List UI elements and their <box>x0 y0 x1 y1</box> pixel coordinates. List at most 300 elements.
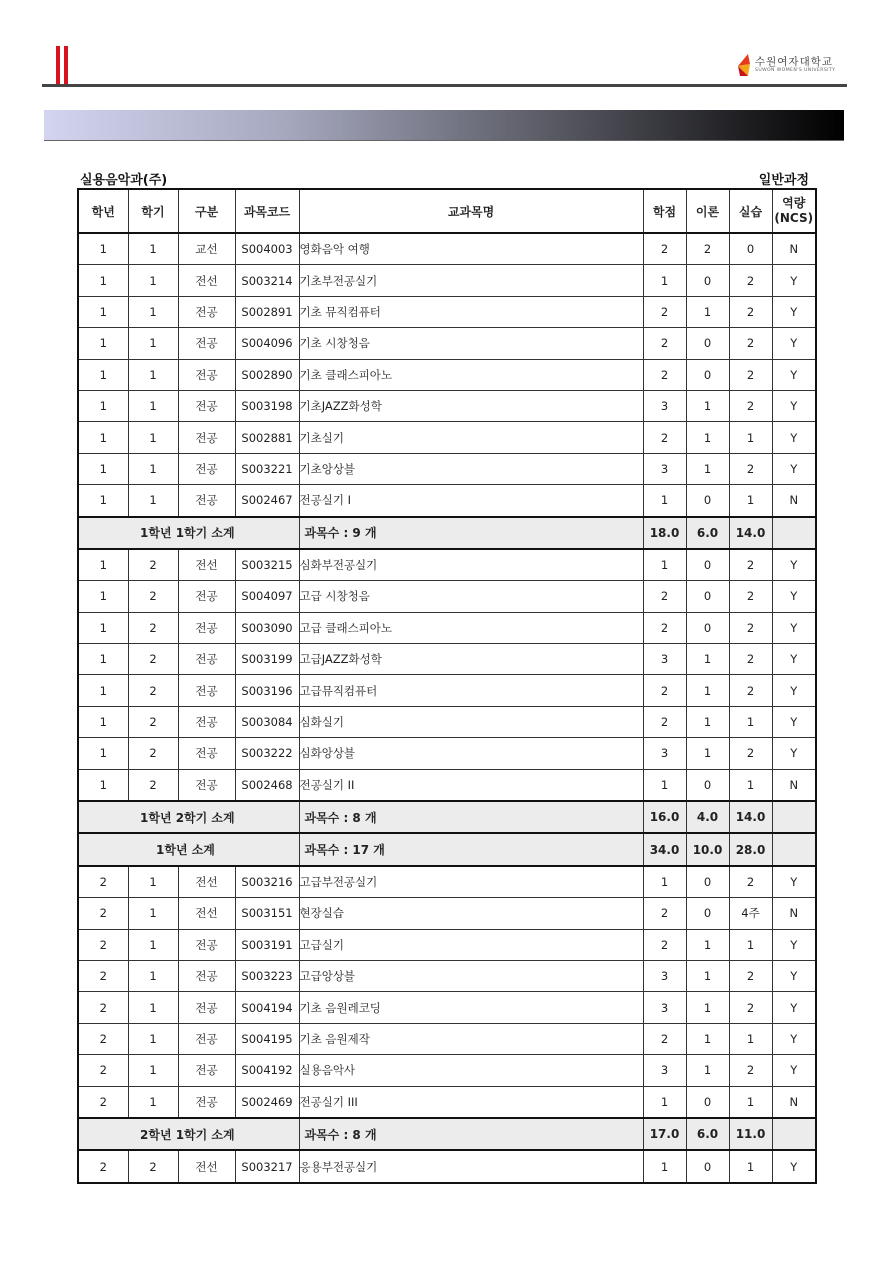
cell-credits: 2 <box>643 422 686 453</box>
cell-category: 전공 <box>178 422 235 453</box>
cell-semester: 1 <box>128 1023 178 1054</box>
cell-practice: 1 <box>729 929 772 960</box>
cell-theory: 0 <box>686 359 729 390</box>
accent-bar <box>64 46 68 84</box>
table-row <box>78 422 816 453</box>
cell-credits: 3 <box>643 1055 686 1086</box>
cell-code: S004003 <box>235 233 299 265</box>
cell-course-name: 고급 시창청음 <box>299 581 643 612</box>
cell-category: 전공 <box>178 296 235 327</box>
subtotal-theory: 6.0 <box>686 1118 729 1150</box>
cell-theory: 1 <box>686 422 729 453</box>
cell-credits: 2 <box>643 581 686 612</box>
cell-theory: 1 <box>686 706 729 737</box>
cell-code: S003222 <box>235 738 299 769</box>
cell-course-name: 고급JAZZ화성학 <box>299 644 643 675</box>
cell-ncs: Y <box>772 296 816 327</box>
cell-course-name: 기초 클래스피아노 <box>299 359 643 390</box>
table-row <box>78 485 816 517</box>
cell-year: 1 <box>78 422 128 453</box>
cell-credits: 1 <box>643 1150 686 1182</box>
cell-ncs: N <box>772 769 816 801</box>
cell-year: 1 <box>78 453 128 484</box>
cell-credits: 2 <box>643 612 686 643</box>
cell-year: 1 <box>78 359 128 390</box>
cell-category: 전공 <box>178 328 235 359</box>
cell-semester: 1 <box>128 992 178 1023</box>
cell-theory: 1 <box>686 390 729 421</box>
cell-semester: 1 <box>128 929 178 960</box>
cell-year: 2 <box>78 1055 128 1086</box>
cell-ncs: Y <box>772 960 816 991</box>
cell-code: S002881 <box>235 422 299 453</box>
cell-course-name: 영화음악 여행 <box>299 233 643 265</box>
table-row <box>78 706 816 737</box>
subtotal-credits: 16.0 <box>643 801 686 833</box>
cell-course-name: 기초 음원레코딩 <box>299 992 643 1023</box>
subtotal-credits: 18.0 <box>643 517 686 549</box>
cell-credits: 3 <box>643 453 686 484</box>
cell-course-name: 현장실습 <box>299 898 643 929</box>
cell-ncs: N <box>772 233 816 265</box>
cell-category: 전공 <box>178 390 235 421</box>
cell-practice: 2 <box>729 453 772 484</box>
year-subtotal-row <box>78 833 816 865</box>
cell-year: 1 <box>78 233 128 265</box>
table-row <box>78 1150 816 1182</box>
subtotal-course-count: 과목수 : 9 개 <box>299 517 643 549</box>
col-header-ncs: 역량 (NCS) <box>772 189 816 233</box>
cell-year: 2 <box>78 1023 128 1054</box>
cell-code: S003221 <box>235 453 299 484</box>
cell-theory: 0 <box>686 612 729 643</box>
cell-credits: 1 <box>643 866 686 898</box>
table-row <box>78 390 816 421</box>
cell-course-name: 심화부전공실기 <box>299 549 643 581</box>
cell-semester: 2 <box>128 706 178 737</box>
cell-semester: 2 <box>128 549 178 581</box>
cell-semester: 1 <box>128 328 178 359</box>
cell-ncs: Y <box>772 706 816 737</box>
subtotal-label: 1학년 1학기 소계 <box>78 517 299 549</box>
cell-ncs: Y <box>772 359 816 390</box>
cell-credits: 2 <box>643 296 686 327</box>
cell-year: 1 <box>78 581 128 612</box>
table-row <box>78 359 816 390</box>
cell-category: 전공 <box>178 706 235 737</box>
cell-course-name: 고급실기 <box>299 929 643 960</box>
cell-theory: 1 <box>686 1023 729 1054</box>
cell-theory: 1 <box>686 644 729 675</box>
subtotal-credits: 34.0 <box>643 833 686 865</box>
cell-code: S003084 <box>235 706 299 737</box>
cell-category: 전선 <box>178 866 235 898</box>
cell-category: 전선 <box>178 549 235 581</box>
cell-category: 전공 <box>178 992 235 1023</box>
cell-code: S004097 <box>235 581 299 612</box>
cell-semester: 2 <box>128 738 178 769</box>
cell-practice: 1 <box>729 1086 772 1118</box>
table-row <box>78 296 816 327</box>
cell-practice: 1 <box>729 1023 772 1054</box>
subtotal-practice: 14.0 <box>729 517 772 549</box>
cell-year: 1 <box>78 328 128 359</box>
cell-category: 전공 <box>178 1055 235 1086</box>
subtotal-label: 1학년 소계 <box>78 833 299 865</box>
cell-year: 2 <box>78 866 128 898</box>
cell-semester: 1 <box>128 359 178 390</box>
table-header-row <box>78 189 816 233</box>
cell-semester: 2 <box>128 644 178 675</box>
cell-ncs: Y <box>772 422 816 453</box>
cell-credits: 2 <box>643 929 686 960</box>
table-body <box>78 233 816 1183</box>
header-divider <box>42 84 847 87</box>
cell-credits: 2 <box>643 359 686 390</box>
subtotal-practice: 14.0 <box>729 801 772 833</box>
university-emblem-icon <box>736 52 754 78</box>
cell-practice: 1 <box>729 485 772 517</box>
cell-semester: 1 <box>128 960 178 991</box>
cell-ncs: Y <box>772 866 816 898</box>
cell-practice: 2 <box>729 1055 772 1086</box>
cell-theory: 0 <box>686 866 729 898</box>
cell-course-name: 전공실기 II <box>299 769 643 801</box>
cell-category: 전공 <box>178 738 235 769</box>
cell-practice: 2 <box>729 644 772 675</box>
cell-course-name: 실용음악사 <box>299 1055 643 1086</box>
col-header-credits: 학점 <box>643 189 686 233</box>
cell-semester: 2 <box>128 1150 178 1182</box>
subtotal-practice: 11.0 <box>729 1118 772 1150</box>
cell-code: S002468 <box>235 769 299 801</box>
cell-year: 1 <box>78 706 128 737</box>
table-row <box>78 328 816 359</box>
cell-credits: 1 <box>643 549 686 581</box>
semester-subtotal-row <box>78 517 816 549</box>
table-row <box>78 265 816 296</box>
cell-code: S003196 <box>235 675 299 706</box>
cell-category: 전선 <box>178 265 235 296</box>
cell-semester: 2 <box>128 581 178 612</box>
cell-ncs: Y <box>772 1023 816 1054</box>
cell-credits: 3 <box>643 738 686 769</box>
university-name-en: SUWON WOMEN'S UNIVERSITY <box>755 68 836 73</box>
table-row <box>78 1055 816 1086</box>
cell-year: 2 <box>78 1150 128 1182</box>
cell-category: 전공 <box>178 675 235 706</box>
cell-code: S004195 <box>235 1023 299 1054</box>
cell-year: 1 <box>78 390 128 421</box>
cell-year: 1 <box>78 644 128 675</box>
cell-course-name: 고급 클래스피아노 <box>299 612 643 643</box>
cell-category: 전공 <box>178 485 235 517</box>
cell-semester: 1 <box>128 898 178 929</box>
table-row <box>78 1086 816 1118</box>
cell-code: S003216 <box>235 866 299 898</box>
cell-theory: 1 <box>686 929 729 960</box>
col-header-code: 과목코드 <box>235 189 299 233</box>
cell-code: S003223 <box>235 960 299 991</box>
cell-year: 2 <box>78 960 128 991</box>
cell-theory: 1 <box>686 992 729 1023</box>
cell-category: 전공 <box>178 359 235 390</box>
cell-year: 1 <box>78 738 128 769</box>
cell-ncs: Y <box>772 581 816 612</box>
cell-course-name: 기초 시창청음 <box>299 328 643 359</box>
cell-theory: 0 <box>686 328 729 359</box>
cell-course-name: 고급부전공실기 <box>299 866 643 898</box>
table-row <box>78 549 816 581</box>
subtotal-label: 1학년 2학기 소계 <box>78 801 299 833</box>
cell-category: 전선 <box>178 1150 235 1182</box>
cell-category: 전공 <box>178 769 235 801</box>
subtotal-ncs-empty <box>772 517 816 549</box>
cell-code: S004192 <box>235 1055 299 1086</box>
cell-code: S004096 <box>235 328 299 359</box>
cell-ncs: Y <box>772 265 816 296</box>
cell-ncs: Y <box>772 328 816 359</box>
col-header-name: 교과목명 <box>299 189 643 233</box>
cell-theory: 0 <box>686 549 729 581</box>
cell-practice: 2 <box>729 866 772 898</box>
cell-ncs: Y <box>772 1150 816 1182</box>
table-row <box>78 898 816 929</box>
cell-code: S003199 <box>235 644 299 675</box>
cell-credits: 2 <box>643 898 686 929</box>
subtotal-theory: 4.0 <box>686 801 729 833</box>
cell-credits: 3 <box>643 644 686 675</box>
cell-credits: 1 <box>643 769 686 801</box>
cell-theory: 0 <box>686 769 729 801</box>
cell-ncs: N <box>772 1086 816 1118</box>
accent-bar <box>56 46 60 84</box>
cell-credits: 3 <box>643 992 686 1023</box>
cell-course-name: 기초앙상블 <box>299 453 643 484</box>
cell-code: S003151 <box>235 898 299 929</box>
table-row <box>78 675 816 706</box>
subtotal-course-count: 과목수 : 17 개 <box>299 833 643 865</box>
course-type-label: 일반과정 <box>758 173 809 188</box>
cell-credits: 1 <box>643 1086 686 1118</box>
cell-course-name: 고급앙상블 <box>299 960 643 991</box>
table-row <box>78 866 816 898</box>
cell-ncs: Y <box>772 675 816 706</box>
university-name: 수원여자대학교 <box>755 56 834 68</box>
cell-year: 1 <box>78 612 128 643</box>
cell-theory: 0 <box>686 1086 729 1118</box>
cell-category: 전공 <box>178 1086 235 1118</box>
cell-year: 1 <box>78 549 128 581</box>
cell-practice: 1 <box>729 706 772 737</box>
cell-practice: 1 <box>729 769 772 801</box>
subtotal-ncs-empty <box>772 833 816 865</box>
cell-year: 1 <box>78 485 128 517</box>
cell-theory: 0 <box>686 485 729 517</box>
semester-subtotal-row <box>78 801 816 833</box>
cell-semester: 2 <box>128 612 178 643</box>
cell-ncs: Y <box>772 1055 816 1086</box>
cell-practice: 2 <box>729 612 772 643</box>
cell-credits: 2 <box>643 675 686 706</box>
cell-year: 2 <box>78 929 128 960</box>
table-row <box>78 233 816 265</box>
cell-practice: 1 <box>729 422 772 453</box>
cell-theory: 0 <box>686 265 729 296</box>
cell-theory: 0 <box>686 1150 729 1182</box>
cell-practice: 2 <box>729 296 772 327</box>
cell-credits: 3 <box>643 960 686 991</box>
cell-ncs: N <box>772 485 816 517</box>
cell-semester: 1 <box>128 453 178 484</box>
header-accent-bars <box>56 46 70 84</box>
col-header-theory: 이론 <box>686 189 729 233</box>
cell-practice: 2 <box>729 549 772 581</box>
cell-ncs: Y <box>772 453 816 484</box>
subtotal-theory: 6.0 <box>686 517 729 549</box>
cell-practice: 2 <box>729 359 772 390</box>
cell-practice: 4주 <box>729 898 772 929</box>
cell-year: 1 <box>78 296 128 327</box>
cell-year: 1 <box>78 675 128 706</box>
cell-code: S003215 <box>235 549 299 581</box>
semester-subtotal-row <box>78 1118 816 1150</box>
subtotal-credits: 17.0 <box>643 1118 686 1150</box>
table-row <box>78 453 816 484</box>
subtotal-course-count: 과목수 : 8 개 <box>299 801 643 833</box>
cell-course-name: 기초 뮤직컴퓨터 <box>299 296 643 327</box>
cell-course-name: 심화실기 <box>299 706 643 737</box>
col-header-year: 학년 <box>78 189 128 233</box>
subtotal-course-count: 과목수 : 8 개 <box>299 1118 643 1150</box>
cell-ncs: Y <box>772 549 816 581</box>
cell-semester: 1 <box>128 422 178 453</box>
cell-semester: 1 <box>128 265 178 296</box>
cell-ncs: Y <box>772 390 816 421</box>
cell-year: 1 <box>78 265 128 296</box>
table-row <box>78 929 816 960</box>
cell-semester: 2 <box>128 769 178 801</box>
cell-course-name: 응용부전공실기 <box>299 1150 643 1182</box>
table-row <box>78 960 816 991</box>
table-row <box>78 581 816 612</box>
cell-course-name: 기초부전공실기 <box>299 265 643 296</box>
cell-semester: 1 <box>128 1086 178 1118</box>
cell-course-name: 전공실기 I <box>299 485 643 517</box>
cell-theory: 1 <box>686 738 729 769</box>
subtotal-ncs-empty <box>772 801 816 833</box>
cell-practice: 2 <box>729 390 772 421</box>
cell-semester: 1 <box>128 866 178 898</box>
cell-year: 2 <box>78 1086 128 1118</box>
cell-theory: 1 <box>686 960 729 991</box>
cell-year: 1 <box>78 769 128 801</box>
cell-practice: 2 <box>729 992 772 1023</box>
cell-ncs: Y <box>772 738 816 769</box>
cell-code: S004194 <box>235 992 299 1023</box>
cell-category: 전공 <box>178 960 235 991</box>
cell-course-name: 고급뮤직컴퓨터 <box>299 675 643 706</box>
cell-credits: 3 <box>643 390 686 421</box>
cell-category: 전공 <box>178 1023 235 1054</box>
cell-code: S002469 <box>235 1086 299 1118</box>
cell-semester: 2 <box>128 675 178 706</box>
cell-code: S002467 <box>235 485 299 517</box>
cell-credits: 2 <box>643 328 686 359</box>
cell-semester: 1 <box>128 1055 178 1086</box>
cell-year: 2 <box>78 992 128 1023</box>
banner-divider <box>44 140 844 141</box>
cell-semester: 1 <box>128 233 178 265</box>
cell-practice: 0 <box>729 233 772 265</box>
col-header-category: 구분 <box>178 189 235 233</box>
cell-theory: 1 <box>686 675 729 706</box>
cell-theory: 0 <box>686 898 729 929</box>
cell-theory: 1 <box>686 296 729 327</box>
col-header-practice: 실습 <box>729 189 772 233</box>
cell-ncs: Y <box>772 992 816 1023</box>
cell-course-name: 기초 음원제작 <box>299 1023 643 1054</box>
cell-ncs: Y <box>772 929 816 960</box>
cell-code: S002891 <box>235 296 299 327</box>
cell-practice: 2 <box>729 265 772 296</box>
table-row <box>78 644 816 675</box>
cell-year: 2 <box>78 898 128 929</box>
cell-theory: 2 <box>686 233 729 265</box>
cell-practice: 2 <box>729 328 772 359</box>
cell-credits: 2 <box>643 233 686 265</box>
cell-ncs: N <box>772 898 816 929</box>
cell-practice: 2 <box>729 581 772 612</box>
cell-semester: 1 <box>128 485 178 517</box>
cell-semester: 1 <box>128 296 178 327</box>
cell-ncs: Y <box>772 644 816 675</box>
cell-practice: 2 <box>729 738 772 769</box>
cell-code: S003090 <box>235 612 299 643</box>
cell-code: S003198 <box>235 390 299 421</box>
cell-category: 전선 <box>178 898 235 929</box>
subtotal-practice: 28.0 <box>729 833 772 865</box>
subtotal-ncs-empty <box>772 1118 816 1150</box>
curriculum-table <box>77 188 817 1184</box>
cell-category: 교선 <box>178 233 235 265</box>
cell-practice: 2 <box>729 960 772 991</box>
table-row <box>78 738 816 769</box>
table-row <box>78 612 816 643</box>
cell-credits: 1 <box>643 265 686 296</box>
cell-course-name: 전공실기 III <box>299 1086 643 1118</box>
cell-code: S003217 <box>235 1150 299 1182</box>
subtotal-theory: 10.0 <box>686 833 729 865</box>
cell-theory: 1 <box>686 453 729 484</box>
section-banner <box>44 110 844 140</box>
cell-credits: 2 <box>643 706 686 737</box>
table-row <box>78 992 816 1023</box>
cell-category: 전공 <box>178 453 235 484</box>
col-header-semester: 학기 <box>128 189 178 233</box>
table-row <box>78 1023 816 1054</box>
cell-code: S003214 <box>235 265 299 296</box>
cell-credits: 1 <box>643 485 686 517</box>
department-title: 실용음악과(주) <box>80 173 168 188</box>
cell-code: S003191 <box>235 929 299 960</box>
cell-course-name: 심화앙상블 <box>299 738 643 769</box>
cell-category: 전공 <box>178 929 235 960</box>
cell-course-name: 기초JAZZ화성학 <box>299 390 643 421</box>
cell-ncs: Y <box>772 612 816 643</box>
cell-credits: 2 <box>643 1023 686 1054</box>
table-row <box>78 769 816 801</box>
